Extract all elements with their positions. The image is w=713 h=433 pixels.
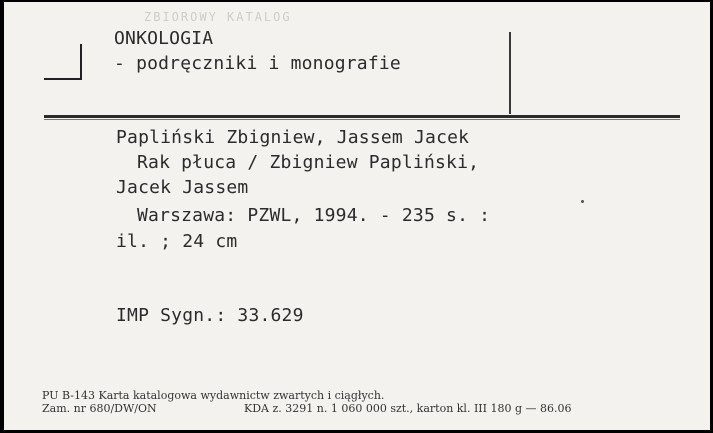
catalog-card [4,2,710,430]
imprint-line: Warszawa: PZWL, 1994. - 235 s. : [137,205,491,226]
corner-mark [80,44,82,80]
call-number: IMP Sygn.: 33.629 [116,305,304,326]
title-line: Rak płuca / Zbigniew Papliński, [137,152,480,173]
corner-mark-base [44,78,82,80]
footer-order-number: Zam. nr 680/DW/ON [42,402,157,415]
physical-description-line: il. ; 24 cm [116,231,238,252]
footer-print-line-1: PU B-143 Karta katalogowa wydawnictw zwartych i ciągłych. [42,389,385,402]
author-line: Papliński Zbigniew, Jassem Jacek [116,127,470,148]
subject-subheading: - podręczniki i monografie [114,53,401,74]
vertical-divider [509,32,511,114]
ink-speck [581,200,584,203]
subject-heading: ONKOLOGIA [114,28,214,49]
title-continuation-line: Jacek Jassem [116,177,249,198]
horizontal-rule [44,115,680,118]
footer-print-details: KDA z. 3291 n. 1 060 000 szt., karton kl. III 180 g — 86.06 [244,402,572,415]
horizontal-rule-under [44,119,680,120]
bleed-through-text: ZBIOROWY KATALOG [144,10,292,24]
